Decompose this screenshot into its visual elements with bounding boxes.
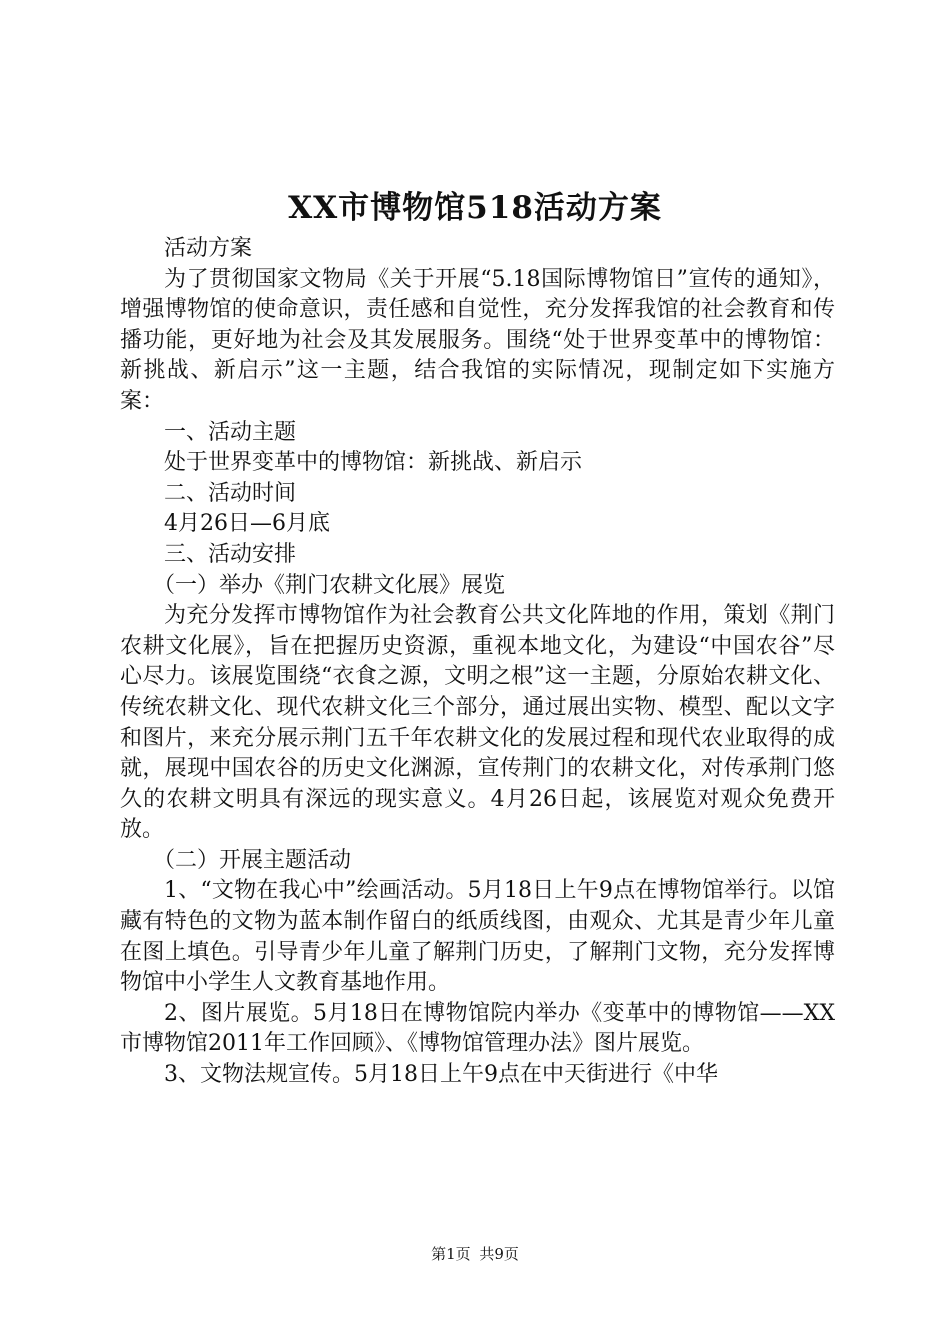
section-heading-time: 二、活动时间 [164,480,297,506]
paragraph-exhibition: 为充分发挥市博物馆作为社会教育公共文化阵地的作用，策划《荆门农耕文化展》，旨在把握历史资源，重视本地文化，为建设“中国农谷”尽心尽力。该展览围绕“衣食之源，文明之根”这一主题，分原始农耕文化、传统农耕文化、现代农耕文化三个部分，通过展出实物、模型、配以文字和图片，来充分展示荆门五千年农耕文化的发展过程和现代农业取得的成就，展现中国农谷的历史文化渊源，宣传荆门的农耕文化，对传承荆门悠久的农耕文明具有深远的现实意义。4月26日起，该展览对观众免费开放。 [120,603,835,843]
paragraph-activity-3: 3、文物法规宣传。5月18日上午9点在中天街进行《中华 [164,1062,718,1088]
paragraph-theme: 处于世界变革中的博物馆：新挑战、新启示 [164,450,583,476]
paragraph-intro: 为了贯彻国家文物局《关于开展“5.18国际博物馆日”宣传的通知》，增强博物馆的使命意识，责任感和自觉性，充分发挥我馆的社会教育和传播功能，更好地为社会及其发展服务。围绕“处于世界变革中的博物馆：新挑战、新启示”这一主题，结合我馆的实际情况，现制定如下实施方案： [120,266,835,414]
document-body [120,234,835,1091]
section-heading-theme: 一、活动主题 [164,419,297,445]
page-number: 第1页 [431,1245,471,1263]
paragraph-time: 4月26日—6月底 [164,511,330,537]
page-count: 共9页 [479,1245,519,1263]
paragraph-heading-plan: 活动方案 [164,236,253,261]
document-title: XX市博物馆518活动方案 [288,190,662,226]
subsection-heading-exhibition: （一）举办《荆门农耕文化展》展览 [153,572,506,598]
section-heading-arrangement: 三、活动安排 [164,541,297,567]
paragraph-activity-1: 1、“文物在我心中”绘画活动。5月18日上午9点在博物馆举行。以馆藏有特色的文物为蓝本制作留白的纸质线图，由观众、尤其是青少年儿童在图上填色。引导青少年儿童了解荆门历史，了解荆门文物，充分发挥博物馆中小学生人文教育基地作用。 [120,878,835,996]
paragraph-activity-2: 2、图片展览。5月18日在博物馆院内举办《变革中的博物馆——XX市博物馆2011年工作回顾》、《博物馆管理办法》图片展览。 [120,1000,835,1057]
subsection-heading-activities: （二）开展主题活动 [153,847,352,873]
page-footer [0,1244,950,1264]
